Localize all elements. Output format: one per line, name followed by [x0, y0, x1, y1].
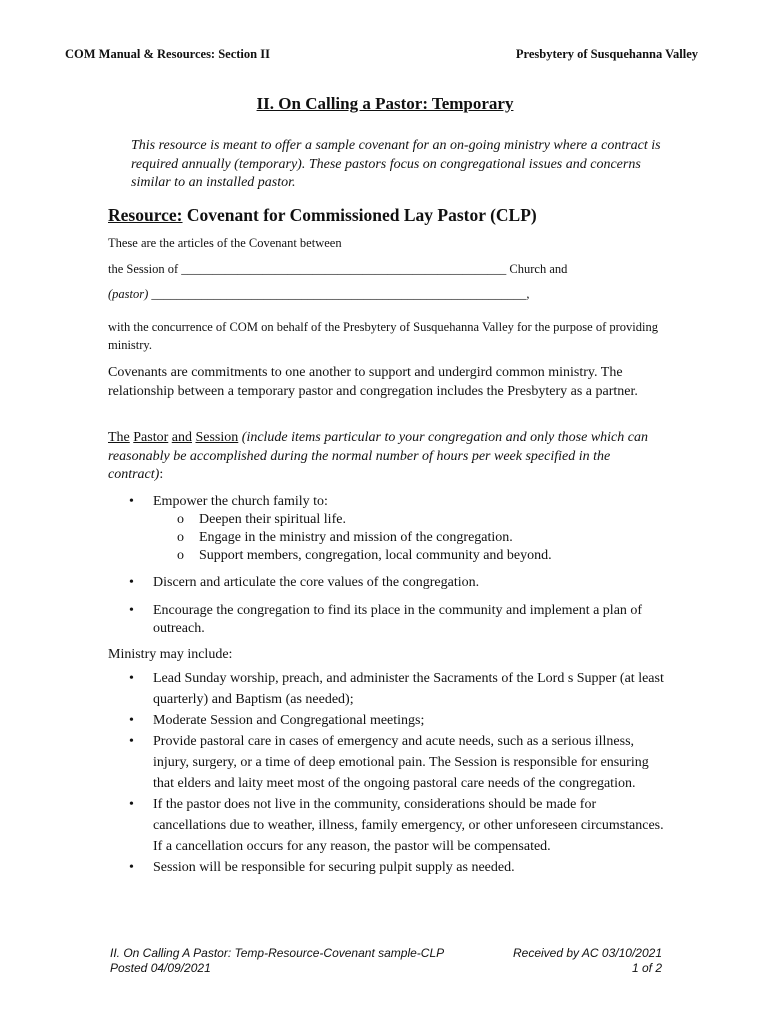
ps-note: (include items particular to your congregation and only those which can reasonably be accomplished during the normal number of hours per week specified in the contract) — [108, 430, 648, 482]
bullet-icon: • — [129, 494, 134, 509]
sub-list-item — [108, 511, 668, 529]
pastor-line — [108, 287, 530, 302]
sub-list-item — [108, 547, 668, 565]
footer-left — [110, 946, 444, 976]
session-blank: ____________________________________________________ — [181, 262, 507, 276]
ps-bullet-list — [108, 493, 668, 565]
list-item — [108, 668, 668, 710]
list-item-text: Encourage the congregation to find its place in the community and implement a plan of outreach. — [153, 603, 643, 636]
covenants-paragraph: Covenants are commitments to one another to support and undergird common ministry. The relationship between a temporary pastor and congregation includes the Presbytery as a partner. — [108, 365, 638, 399]
bullet-icon: • — [129, 860, 134, 875]
sub-list-item-text: Deepen their spiritual life. — [199, 512, 346, 527]
sub-bullet-icon: o — [177, 512, 184, 527]
sub-list-item — [108, 529, 668, 547]
footer-posted-date: Posted 04/09/2021 — [110, 961, 211, 975]
list-item — [108, 602, 668, 638]
session-line — [108, 262, 567, 277]
list-item — [108, 574, 668, 592]
resource-label: Resource: — [108, 205, 183, 225]
resource-title: Covenant for Commissioned Lay Pastor (CLP) — [186, 205, 537, 225]
list-item — [108, 794, 668, 857]
ps-bullet-list-2 — [108, 574, 668, 592]
footer-right — [513, 946, 662, 976]
list-item-text: Lead Sunday worship, preach, and administer the Sacraments of the Lord s Supper (at least quarterly) and Baptism (as needed); — [153, 671, 664, 707]
articles-line: These are the articles of the Covenant between — [108, 236, 342, 250]
list-item — [108, 857, 668, 878]
session-line-suffix: Church and — [509, 262, 568, 276]
list-item — [108, 493, 668, 511]
header-organization: Presbytery of Susquehanna Valley — [515, 47, 698, 61]
list-item-text: Empower the church family to: — [153, 494, 328, 509]
bullet-icon: • — [129, 603, 134, 618]
bullet-icon: • — [129, 734, 134, 749]
ministry-list — [108, 668, 668, 878]
footer-received-date: Received by AC 03/10/2021 — [513, 946, 662, 960]
ministry-label: Ministry may include: — [108, 647, 233, 662]
intro-paragraph: This resource is meant to offer a sample covenant for an on-going ministry where a contract is required annually (temporary). These pastors focus on congregational issues and concerns similar to an installed pastor. — [131, 138, 661, 190]
list-item-text: Moderate Session and Congregational meetings; — [153, 713, 425, 728]
sub-bullet-icon: o — [177, 548, 184, 563]
bullet-icon: • — [129, 797, 134, 812]
list-item-text: If the pastor does not live in the community, considerations should be made for cancellations due to weather, illness, family emergency, or other unforeseen circumstances. If a cancellation occurs for any reason, the pastor will be compensated. — [153, 797, 664, 854]
pastor-line-prefix: (pastor) — [108, 287, 149, 301]
bullet-icon: • — [129, 671, 134, 686]
session-line-prefix: the Session of — [108, 262, 179, 276]
ps-session: Session — [195, 430, 239, 445]
footer-page-number: 1 of 2 — [631, 961, 662, 975]
ps-colon: : — [159, 467, 164, 482]
concurrence-paragraph: with the concurrence of COM on behalf of the Presbytery of Susquehanna Valley for the purpose of providing ministry. — [108, 320, 658, 352]
list-item-text: Discern and articulate the core values of the congregation. — [153, 575, 480, 590]
sub-bullet-icon: o — [177, 530, 184, 545]
ps-and: and — [171, 430, 192, 445]
list-item — [108, 731, 668, 794]
header-section-label: COM Manual & Resources: Section II — [65, 47, 270, 61]
ps-pastor: Pastor — [133, 430, 169, 445]
list-item-text: Provide pastoral care in cases of emergency and acute needs, such as a serious illness, injury, surgery, or a time of deep emotional pain. The Session is responsible for ensuring that elders and laity meet most of the ongoing pastoral care needs of the congregation. — [153, 734, 649, 791]
footer-doc-name: II. On Calling A Pastor: Temp-Resource-Covenant sample-CLP — [110, 946, 445, 960]
pastor-blank: ____________________________________________________________, — [151, 287, 530, 301]
sub-list-item-text: Engage in the ministry and mission of the congregation. — [199, 530, 513, 545]
list-item — [108, 710, 668, 731]
ps-bullet-list-3 — [108, 602, 668, 638]
sub-list-item-text: Support members, congregation, local community and beyond. — [199, 548, 552, 563]
bullet-icon: • — [129, 575, 134, 590]
page-title: II. On Calling a Pastor: Temporary — [256, 94, 514, 113]
ps-the: The — [108, 430, 130, 445]
list-item-text: Session will be responsible for securing pulpit supply as needed. — [153, 860, 515, 875]
resource-heading — [108, 205, 537, 226]
bullet-icon: • — [129, 713, 134, 728]
pastor-session-heading — [108, 429, 668, 485]
